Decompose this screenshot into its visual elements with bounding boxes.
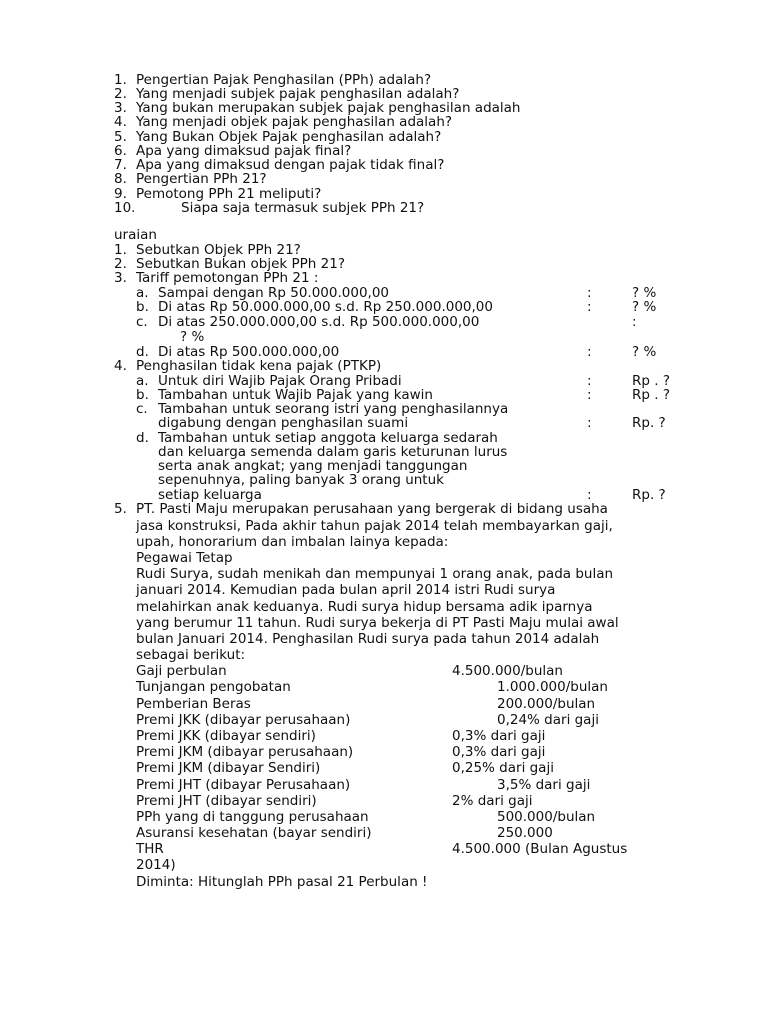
income-value: 1.000.000/bulan bbox=[497, 679, 608, 695]
list-item-text: Sampai dengan Rp 50.000.000,00 bbox=[158, 285, 390, 301]
question-text: Yang menjadi subjek pajak penghasilan adalah? bbox=[136, 86, 460, 102]
case-text: sebagai berikut: bbox=[136, 647, 246, 663]
question-number: 1. bbox=[114, 72, 127, 88]
uraian-number: 2. bbox=[114, 256, 127, 272]
question-text: Apa yang dimaksud dengan pajak tidak final? bbox=[136, 157, 445, 173]
income-label: Premi JKK (dibayar perusahaan) bbox=[136, 712, 351, 728]
list-item-text: setiap keluarga bbox=[158, 487, 262, 503]
list-item-text: serta anak angkat; yang menjadi tanggungan bbox=[158, 458, 468, 474]
income-label: Premi JKM (dibayar Sendiri) bbox=[136, 760, 321, 776]
question-number: 10. bbox=[114, 200, 136, 216]
income-label: Gaji perbulan bbox=[136, 663, 227, 679]
uraian-text: Sebutkan Bukan objek PPh 21? bbox=[136, 256, 345, 272]
list-letter: b. bbox=[136, 387, 149, 403]
question-text: Pengertian PPh 21? bbox=[136, 171, 267, 187]
list-item-value: ? % bbox=[632, 299, 657, 315]
question-number: 4. bbox=[114, 114, 127, 130]
case-text: Pegawai Tetap bbox=[136, 550, 233, 566]
income-label: Pemberian Beras bbox=[136, 696, 251, 712]
list-item-text: sepenuhnya, paling banyak 3 orang untuk bbox=[158, 472, 444, 488]
list-item-value: Rp . ? bbox=[632, 387, 670, 403]
list-item-text: Di atas Rp 500.000.000,00 bbox=[158, 344, 340, 360]
colon: : bbox=[587, 387, 592, 403]
uraian-number: 1. bbox=[114, 242, 127, 258]
question-number: 3. bbox=[114, 100, 127, 116]
instruction-text: Diminta: Hitunglah PPh pasal 21 Perbulan ! bbox=[136, 874, 428, 890]
uraian-text: Tariff pemotongan PPh 21 : bbox=[136, 270, 319, 286]
case-text: yang berumur 11 tahun. Rudi surya bekerja di PT Pasti Maju mulai awal bbox=[136, 615, 619, 631]
income-value: 250.000 bbox=[497, 825, 553, 841]
list-letter: c. bbox=[136, 314, 148, 330]
list-item-text: Tambahan untuk seorang istri yang penghasilannya bbox=[158, 401, 509, 417]
list-item-value: Rp. ? bbox=[632, 487, 666, 503]
colon: : bbox=[587, 415, 592, 431]
case-text: Rudi Surya, sudah menikah dan mempunyai 1 orang anak, pada bulan bbox=[136, 566, 614, 582]
income-value: 0,24% dari gaji bbox=[497, 712, 599, 728]
question-text: Yang menjadi objek pajak penghasilan adalah? bbox=[136, 114, 453, 130]
list-letter: a. bbox=[136, 285, 149, 301]
list-item-text: Tambahan untuk setiap anggota keluarga sedarah bbox=[158, 430, 498, 446]
question-number: 5. bbox=[114, 129, 127, 145]
list-letter: c. bbox=[136, 401, 148, 417]
colon: : bbox=[587, 299, 592, 315]
colon: : bbox=[587, 285, 592, 301]
question-text: Yang Bukan Objek Pajak penghasilan adalah? bbox=[136, 129, 442, 145]
income-label: Premi JKK (dibayar sendiri) bbox=[136, 728, 316, 744]
income-value: 4.500.000/bulan bbox=[452, 663, 563, 679]
list-item-value: ? % bbox=[632, 285, 657, 301]
income-label: THR bbox=[136, 841, 164, 857]
list-item-value: Rp. ? bbox=[632, 415, 666, 431]
list-item-value: ? % bbox=[632, 344, 657, 360]
income-value: 500.000/bulan bbox=[497, 809, 596, 825]
case-text: upah, honorarium dan imbalan lainya kepada: bbox=[136, 534, 449, 550]
case-text: januari 2014. Kemudian pada bulan april 2014 istri Rudi surya bbox=[136, 582, 556, 598]
uraian-number: 5. bbox=[114, 501, 127, 517]
colon: : bbox=[587, 344, 592, 360]
question-number: 6. bbox=[114, 143, 127, 159]
colon: : bbox=[632, 314, 637, 330]
question-number: 7. bbox=[114, 157, 127, 173]
income-value: 200.000/bulan bbox=[497, 696, 596, 712]
list-item-text: dan keluarga semenda dalam garis keturunan lurus bbox=[158, 444, 508, 460]
case-text: melahirkan anak keduanya. Rudi surya hidup bersama adik iparnya bbox=[136, 599, 593, 615]
case-text: bulan Januari 2014. Penghasilan Rudi surya pada tahun 2014 adalah bbox=[136, 631, 600, 647]
list-item-text: digabung dengan penghasilan suami bbox=[158, 415, 409, 431]
colon: : bbox=[587, 373, 592, 389]
uraian-text: Penghasilan tidak kena pajak (PTKP) bbox=[136, 358, 382, 374]
income-value: 0,3% dari gaji bbox=[452, 744, 546, 760]
income-label: Premi JKM (dibayar perusahaan) bbox=[136, 744, 354, 760]
income-label: Premi JHT (dibayar sendiri) bbox=[136, 793, 317, 809]
list-item-text: Di atas Rp 50.000.000,00 s.d. Rp 250.000.000,00 bbox=[158, 299, 493, 315]
question-number: 8. bbox=[114, 171, 127, 187]
uraian-number: 3. bbox=[114, 270, 127, 286]
section-heading: uraian bbox=[114, 227, 157, 243]
income-value: 3,5% dari gaji bbox=[497, 777, 591, 793]
list-item-value: ? % bbox=[180, 329, 205, 345]
income-value: 4.500.000 (Bulan Agustus bbox=[452, 841, 628, 857]
uraian-text: Sebutkan Objek PPh 21? bbox=[136, 242, 301, 258]
case-text: jasa konstruksi, Pada akhir tahun pajak 2014 telah membayarkan gaji, bbox=[136, 518, 613, 534]
list-letter: a. bbox=[136, 373, 149, 389]
question-text: Apa yang dimaksud pajak final? bbox=[136, 143, 352, 159]
case-text: PT. Pasti Maju merupakan perusahaan yang bergerak di bidang usaha bbox=[136, 501, 608, 517]
list-item-text: Tambahan untuk Wajib Pajak yang kawin bbox=[158, 387, 433, 403]
question-number: 2. bbox=[114, 86, 127, 102]
list-item-text: Di atas 250.000.000,00 s.d. Rp 500.000.000,00 bbox=[158, 314, 480, 330]
question-number: 9. bbox=[114, 186, 127, 202]
list-letter: d. bbox=[136, 430, 149, 446]
income-continuation: 2014) bbox=[136, 857, 176, 873]
list-item-text: Untuk diri Wajib Pajak Orang Pribadi bbox=[158, 373, 402, 389]
income-value: 0,3% dari gaji bbox=[452, 728, 546, 744]
question-text: Pengertian Pajak Penghasilan (PPh) adalah? bbox=[136, 72, 432, 88]
list-letter: d. bbox=[136, 344, 149, 360]
uraian-number: 4. bbox=[114, 358, 127, 374]
income-value: 0,25% dari gaji bbox=[452, 760, 554, 776]
list-item-value: Rp . ? bbox=[632, 373, 670, 389]
income-label: Premi JHT (dibayar Perusahaan) bbox=[136, 777, 351, 793]
income-label: PPh yang di tanggung perusahaan bbox=[136, 809, 369, 825]
question-text: Yang bukan merupakan subjek pajak penghasilan adalah bbox=[136, 100, 521, 116]
income-label: Tunjangan pengobatan bbox=[136, 679, 291, 695]
question-text: Siapa saja termasuk subjek PPh 21? bbox=[181, 200, 425, 216]
question-text: Pemotong PPh 21 meliputi? bbox=[136, 186, 322, 202]
list-letter: b. bbox=[136, 299, 149, 315]
income-value: 2% dari gaji bbox=[452, 793, 533, 809]
colon: : bbox=[587, 487, 592, 503]
income-label: Asuransi kesehatan (bayar sendiri) bbox=[136, 825, 372, 841]
